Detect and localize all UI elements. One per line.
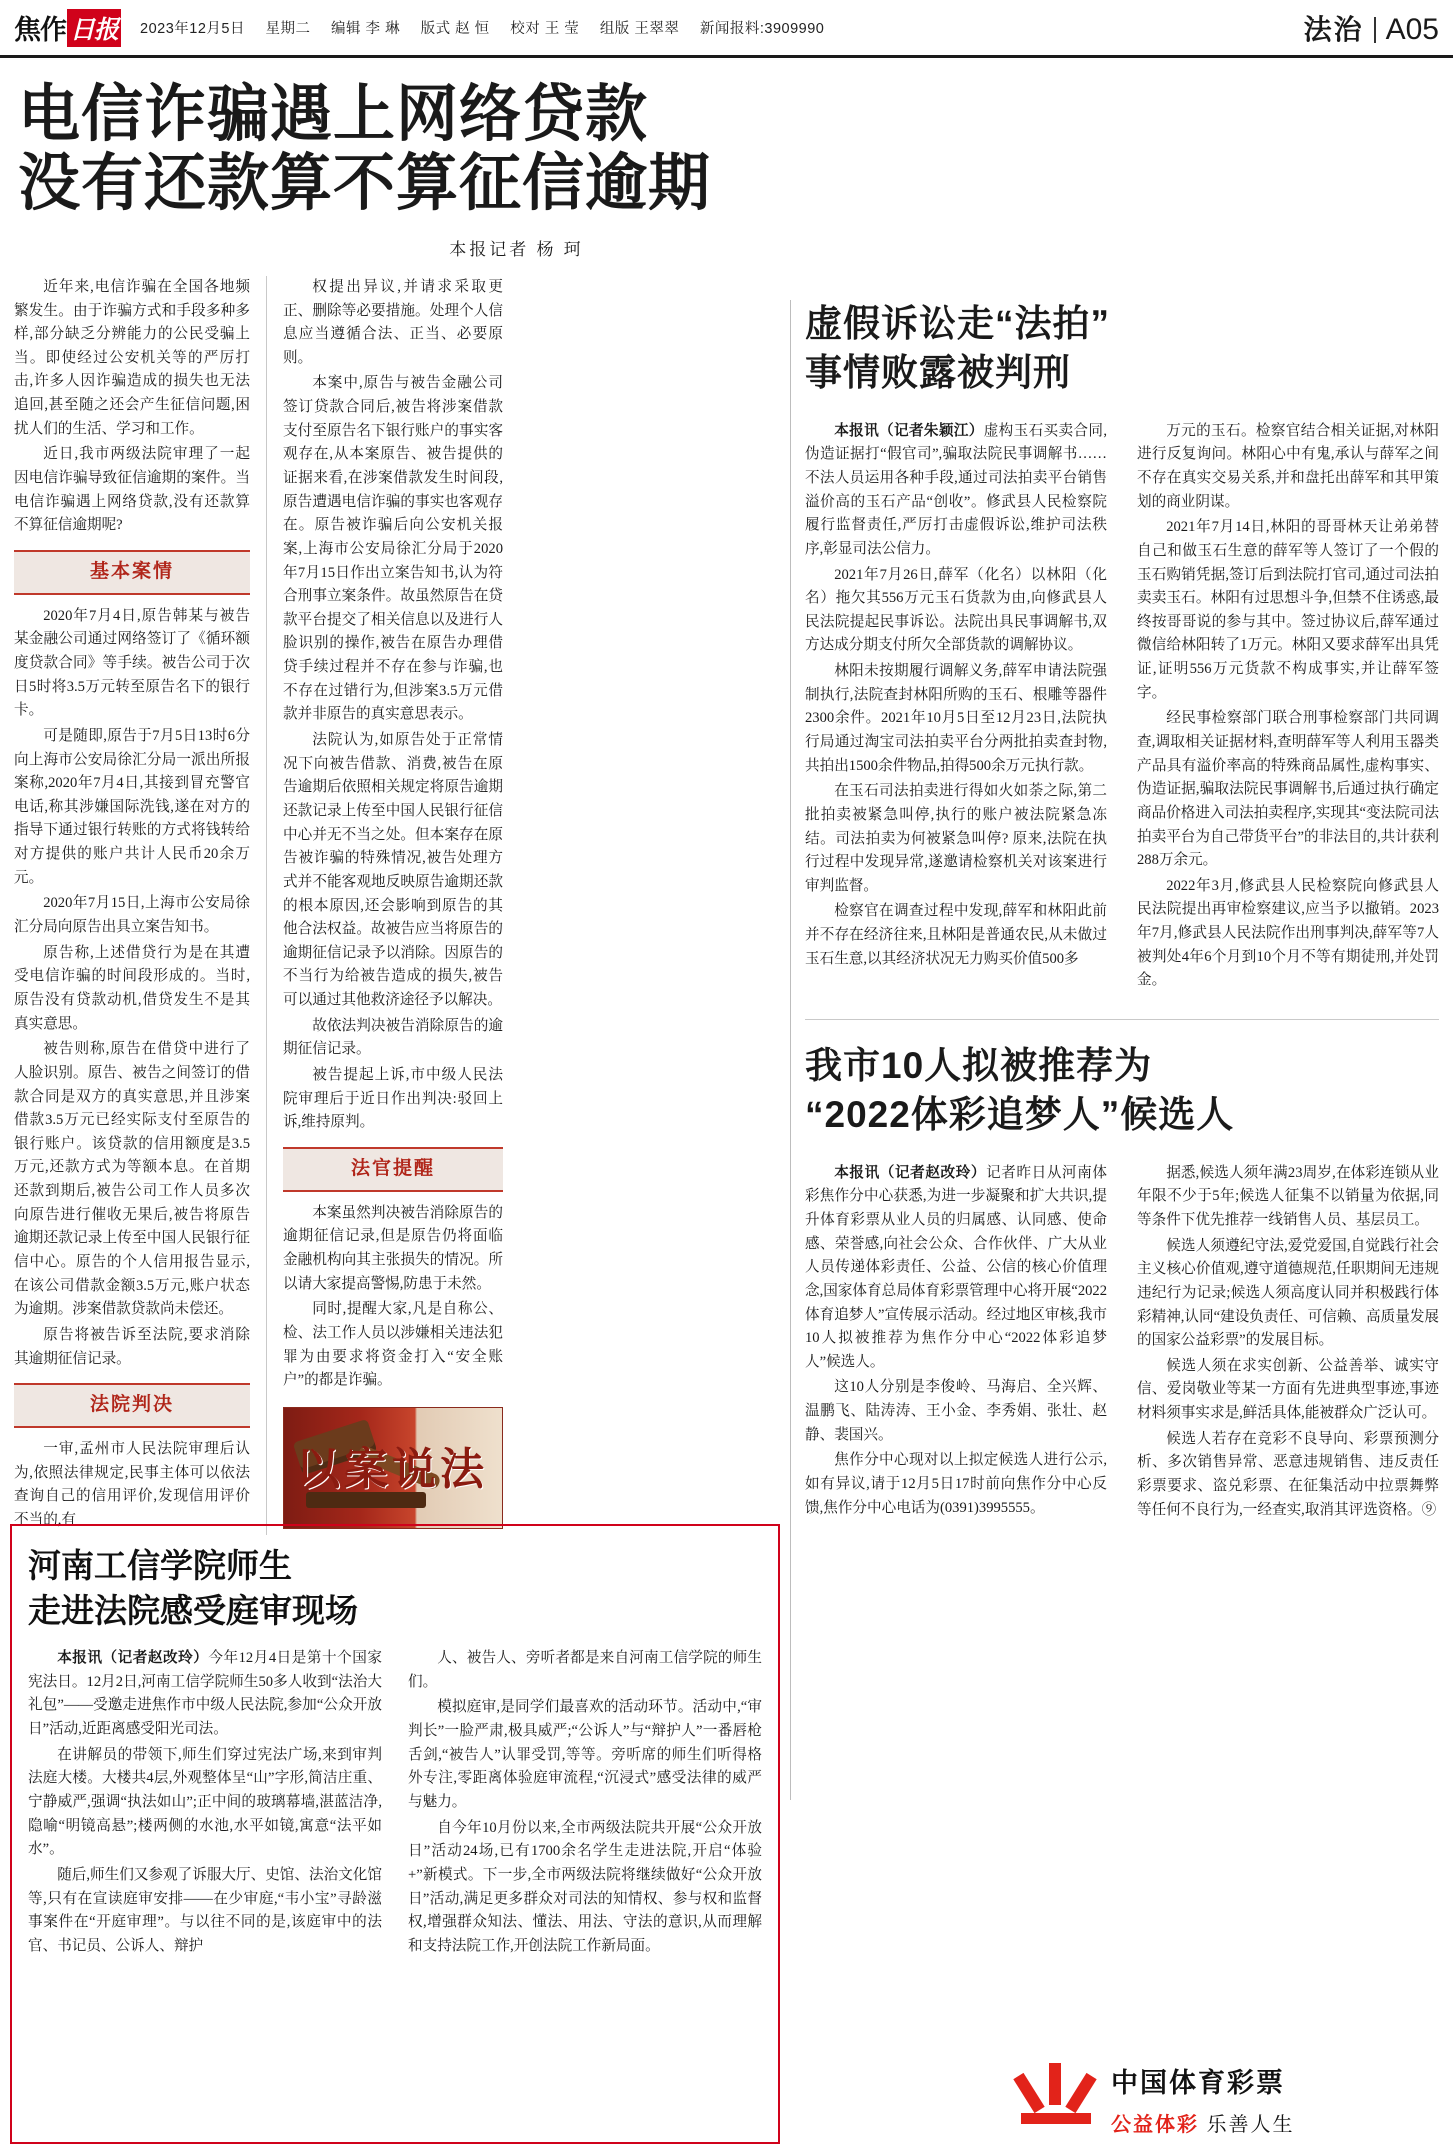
- section-divider: [1374, 17, 1376, 43]
- paragraph: 被告则称,原告在借贷中进行了人脸识别。原告、被告之间签订的借款合同是双方的真实意思,并且涉案借款3.5万元已经实际支付至原告的银行账户。该贷款的信用额度是3.5万元,还款方式为等额本息。在首期还款到期后,被告公司工作人员多次向原告进行催收无果后,被告将原告逾期还款记录上传至中国人民银行征信中心。原告的个人信用报告显示,在该公司借款金额3.5万元,账户状态为逾期。涉案借款贷款尚未偿还。: [14, 1041, 250, 1318]
- article-4-headline: [28, 1544, 762, 1633]
- article-3-body: [805, 1162, 1439, 1524]
- paragraph: [28, 1647, 382, 1742]
- article-4-lede: 本报讯（记者赵改玲）: [57, 1650, 209, 1667]
- paragraph: 权提出异议,并请求采取更正、删除等必要措施。处理个人信息应当遵循合法、正当、必要原则。: [283, 278, 503, 366]
- paragraph: 2020年7月15日,上海市公安局徐汇分局向原告出具立案告知书。: [14, 895, 250, 936]
- paragraph: 被告提起上诉,市中级人民法院审理后于近日作出判决:驳回上诉,维持原判。: [283, 1067, 503, 1131]
- masthead: [0, 0, 1453, 58]
- paragraph: 可是随即,原告于7月5日13时6分向上海市公安局徐汇分局一派出所报案称,2020年7月4日,其接到冒充警官电话,称其涉嫌国际洗钱,遂在对方的指导下通过银行转账的方式将钱转给对方提供的账户共计人民币20余万元。: [14, 727, 250, 886]
- gavel-caption: 以案说法: [296, 1444, 488, 1494]
- article-4-headline-line-2: 走进法院感受庭审现场: [28, 1591, 358, 1629]
- article-2-headline: [805, 300, 1439, 398]
- lead-column-2: [267, 276, 519, 1535]
- paragraph: [805, 420, 1107, 562]
- paragraph: 候选人须在求实创新、公益善举、诚实守信、爱岗敬业等某一方面有先进典型事迹,事迹材料须事实求是,鲜活具体,能被群众广泛认可。: [1137, 1357, 1439, 1422]
- logo-text-primary: 焦作: [14, 15, 66, 45]
- article-4-headline-line-1: 河南工信学院师生: [28, 1547, 292, 1584]
- paragraph: 近日,我市两级法院审理了一起因电信诈骗导致征信逾期的案件。当电信诈骗遇上网络贷款,没有还款算不算征信逾期呢?: [14, 446, 250, 534]
- paragraph-text: 虚构玉石买卖合同,伪造证据打“假官司”,骗取法院民事调解书……不法人员运用各种手段,通过司法拍卖平台销售溢价高的玉石产品“创收”。修武县人民检察院履行监督责任,严厉打击虚假诉讼,维护司法秩序,彰显司法公信力。: [805, 422, 1107, 557]
- paragraph: 2021年7月14日,林阳的哥哥林天让弟弟替自己和做玉石生意的薛军等人签订了一个假的玉石购销凭据,签订后到法院打官司,通过司法拍卖卖玉石。林阳有过思想斗争,但禁不住诱惑,最终按哥哥说的参与其中。签过协议后,薛军通过微信给林阳转了1万元。林阳又要求薛军出具凭证,证明556万元货款不构成事实,并让薛军签字。: [1137, 519, 1439, 701]
- paragraph-text: 记者昨日从河南体彩焦作分中心获悉,为进一步凝聚和扩大共识,提升体育彩票从业人员的归属感、认同感、使命感、荣誉感,向社会公众、合作伙伴、广大从业人员传递体彩责任、公益、公信的核心价值理念,国家体育总局体育彩票管理中心将开展“2022体育追梦人”宣传展示活动。经过地区审核,我市10人拟被推荐为焦作分中心“2022体彩追梦人”候选人。: [805, 1164, 1108, 1370]
- issue-date: 2023年12月5日: [140, 21, 245, 37]
- column-rule: [790, 300, 791, 1800]
- paragraph: 模拟庭审,是同学们最喜欢的活动环节。活动中,“审判长”一脸严肃,极具威严;“公诉人”与“辩护人”一番唇枪舌剑,“被告人”认罪受罚,等等。旁听席的师生们听得格外专注,零距离体验庭审流程,“沉浸式”感受法律的威严与魅力。: [408, 1699, 762, 1810]
- article-2: [805, 300, 1439, 995]
- paragraph: 故依法判决被告消除原告的逾期征信记录。: [283, 1017, 503, 1058]
- headline-line-1: 电信诈骗遇上网络贷款: [18, 80, 649, 149]
- news-hotline: 新闻报料:3909990: [699, 21, 825, 37]
- section-label-judge-reminder: 法官提醒: [283, 1147, 503, 1192]
- right-articles: [805, 300, 1439, 1523]
- issue-weekday: 星期二: [265, 21, 311, 37]
- lottery-brand-name: 中国体育彩票: [1111, 2068, 1285, 2098]
- lottery-slogan-part-2: 乐善人生: [1206, 2114, 1295, 2136]
- section-label-court-ruling: 法院判决: [14, 1383, 250, 1428]
- paragraph: 经民事检察部门联合刑事检察部门共同调查,调取相关证据材料,查明薛军等人利用玉器类产品具有溢价率高的特殊商品属性,虚构事实、伪造证据,骗取法院民事调解书,后通过执行确定商品价格进入司法拍卖程序,实现其“变法院司法拍卖平台为自己带货平台”的非法目的,共计获利288万余元。: [1137, 710, 1440, 869]
- headline-line-2: 没有还款算不算征信逾期: [18, 149, 712, 219]
- editor-credit: 编辑 李 琳: [331, 21, 401, 37]
- paragraph: 随后,师生们又参观了诉服大厅、史馆、法治文化馆等,只有在宣读庭审安排——在少审庭,“韦小宝”寻龄滋事案件在“开庭审理”。与以往不同的是,该庭审中的法官、书记员、公诉人、辩护: [28, 1866, 382, 1954]
- article-4-box: [10, 1524, 780, 2144]
- article-divider: [805, 1019, 1439, 1020]
- paragraph: 候选人须遵纪守法,爱党爱国,自觉践行社会主义核心价值观,遵守道德规范,任职期间无违规违纪行为记录;候选人须高度认同并积极践行体彩精神,认同“建设负责任、可信赖、高质量发展的国家公益彩票”的发展目标。: [1137, 1237, 1440, 1349]
- paragraph: 林阳未按期履行调解义务,薛军申请法院强制执行,法院查封林阳所购的玉石、根雕等器件2300余件。2021年10月5日至12月23日,法院执行局通过淘宝司法拍卖平台分两批拍卖查封物,共拍出1500余件物品,拍得500余万元执行款。: [805, 663, 1107, 774]
- paragraph: 原告将被告诉至法院,要求消除其逾期征信记录。: [14, 1326, 250, 1367]
- gavel-illustration: [283, 1407, 503, 1529]
- paragraph: 这10人分别是李俊岭、马海启、全兴辉、温鹏飞、陆涛涛、王小金、李秀娟、张壮、赵静、裴国兴。: [805, 1379, 1107, 1443]
- paragraph: 2020年7月4日,原告韩某与被告某金融公司通过网络签订了《循环额度贷款合同》等手续。被告公司于次日5时将3.5万元转至原告名下的银行卡。: [14, 607, 250, 719]
- article-2-body: [805, 420, 1439, 995]
- paragraph: 万元的玉石。检察官结合相关证据,对林阳进行反复询问。林阳心中有鬼,承认与薛军之间不存在真实交易关系,并和盘托出薛军和其甲策划的商业阴谋。: [1137, 422, 1439, 510]
- paragraph: 在讲解员的带领下,师生们穿过宪法广场,来到审判法庭大楼。大楼共4层,外观整体呈“山”字形,简洁庄重、宁静威严,强调“执法如山”;正中间的玻璃幕墙,湛蓝洁净,隐喻“明镜高悬”;楼两侧的水池,水平如镜,寓意“法平如水”。: [28, 1746, 382, 1858]
- section-name: 法治: [1303, 13, 1364, 45]
- article-3-headline-line-2: “2022体彩追梦人”候选人: [805, 1093, 1235, 1135]
- paragraph: 焦作分中心现对以上拟定候选人进行公示,如有异议,请于12月5日17时前向焦作分中心反馈,焦作分中心电话为(0391)3995555。: [805, 1452, 1107, 1516]
- lead-column-1: [14, 276, 266, 1535]
- paragraph: 一审,孟州市人民法院审理后认为,依照法律规定,民事主体可以依法查询自己的信用评价,发现信用评价不当的,有: [14, 1440, 250, 1528]
- page-number: A05: [1385, 12, 1439, 46]
- paragraph: 近年来,电信诈骗在全国各地频繁发生。由于诈骗方式和手段多种多样,部分缺乏分辨能力的公民受骗上当。即使经过公安机关等的严厉打击,许多人因诈骗造成的损失也无法追回,甚至随之还会产生征信问题,困扰人们的生活、学习和工作。: [14, 278, 250, 437]
- paragraph: 2021年7月26日,薛军（化名）以林阳（化名）拖欠其556万元玉石货款为由,向修武县人民法院提起民事诉讼。法院出具民事调解书,双方达成分期支付所欠全部货款的调解协议。: [805, 566, 1107, 654]
- paragraph: 人、被告人、旁听者都是来自河南工信学院的师生们。: [408, 1650, 762, 1690]
- masthead-meta: [140, 17, 840, 38]
- china-sports-lottery-logo-icon: [1015, 2063, 1097, 2135]
- article-4-body: [28, 1647, 762, 1960]
- paragraph: 原告称,上述借贷行为是在其遭受电信诈骗的时间段形成的。当时,原告没有贷款动机,借贷发生不是其真实意思。: [14, 944, 250, 1032]
- lead-headline: [0, 58, 1453, 276]
- typeset-credit: 组版 王翠翠: [599, 21, 680, 37]
- article-2-headline-line-2: 事情败露被判刑: [805, 351, 1071, 393]
- lottery-slogan-part-1: 公益体彩: [1111, 2114, 1199, 2136]
- paragraph: 自今年10月份以来,全市两级法院共开展“公众开放日”活动24场,已有1700余名学生走进法院,开启“体验+”新模式。下一步,全市两级法院将继续做好“公众开放日”活动,满足更多群众对司法的知情权、参与权和监督权,增强群众知法、懂法、用法、守法的意识,从而理解和支持法院工作,开创法院工作新局面。: [408, 1819, 762, 1954]
- section-indicator: [1304, 8, 1439, 48]
- layout-credit: 版式 赵 恒: [420, 21, 490, 37]
- article-3: [805, 1042, 1439, 1523]
- lottery-slogan: [1111, 2108, 1295, 2137]
- newspaper-logo: [14, 8, 122, 47]
- paragraph: 检察官在调查过程中发现,薛军和林阳此前并不存在经济往来,且林阳是普通农民,从未做过玉石生意,以其经济状况无力购买价值500多: [805, 903, 1107, 967]
- lottery-footer: [1015, 2061, 1435, 2137]
- paragraph: 据悉,候选人须年满23周岁,在体彩连锁从业年限不少于5年;候选人征集不以销量为依据,同等条件下优先推荐一线销售人员、基层员工。: [1137, 1164, 1439, 1228]
- section-label-basic-facts: 基本案情: [14, 550, 250, 595]
- paragraph: [805, 1162, 1107, 1375]
- paragraph-text: 今年12月4日是第十个国家宪法日。12月2日,河南工信学院师生50多人收到“法治大礼包”——受邀走进焦作市中级人民法院,参加“公众开放日”活动,近距离感受阳光司法。: [28, 1650, 382, 1738]
- article-3-lede: 本报讯（记者赵改玲）: [834, 1164, 987, 1181]
- paragraph: 候选人若存在竞彩不良导向、彩票预测分析、多次销售异常、恶意违规销售、违反责任彩票要求、盗兑彩票、在征集活动中拉票舞弊等任何不良行为,一经查实,取消其评选资格。⑨: [1137, 1430, 1439, 1518]
- article-2-lede: 本报讯（记者朱颖江）: [834, 422, 984, 439]
- lottery-footer-text: [1111, 2061, 1295, 2137]
- byline: 本报记者 杨 珂: [449, 239, 584, 259]
- paragraph: 本案中,原告与被告金融公司签订贷款合同后,被告将涉案借款支付至原告名下银行账户的事实客观存在,从本案原告、被告提供的证据来看,在涉案借款发生时间段,原告遭遇电信诈骗的事实也客观存在。原告被诈骗后向公安机关报案,上海市公安局徐汇分局于2020年7月15日作出立案告知书,认为符合刑事立案条件。故虽然原告在贷款平台提交了相关信息以及进行人脸识别的操作,被告在原告办理借贷手续过程并不存在参与诈骗,也不存在过错行为,但涉案3.5万元借款并非原告的真实意思表示。: [283, 375, 503, 723]
- logo-text-secondary: 日报: [67, 9, 121, 47]
- paragraph: 本案虽然判决被告消除原告的逾期征信记录,但是原告仍将面临金融机构向其主张损失的情况。所以请大家提高警惕,防患于未然。: [283, 1204, 503, 1292]
- article-2-headline-line-1: 虚假诉讼走“法拍”: [805, 303, 1110, 344]
- paragraph: 在玉石司法拍卖进行得如火如荼之际,第二批拍卖被紧急叫停,执行的账户被法院紧急冻结。司法拍卖为何被紧急叫停? 原来,法院在执行过程中发现异常,遂邀请检察机关对该案进行审判监督。: [805, 783, 1107, 894]
- paragraph: 2022年3月,修武县人民检察院向修武县人民法院提出再审检察建议,应当予以撤销。2023年7月,修武县人民法院作出刑事判决,薛军等7人被判处4年6个月到10个月不等有期徒刑,并处罚金。: [1137, 877, 1439, 989]
- paragraph: 同时,提醒大家,凡是自称公、检、法工作人员以涉嫌相关违法犯罪为由要求将资金打入“安全账户”的都是诈骗。: [283, 1301, 503, 1389]
- paragraph: 法院认为,如原告处于正常情况下向被告借款、消费,被告在原告逾期后依照相关规定将原告逾期还款记录上传至中国人民银行征信中心并无不当之处。但本案存在原告被诈骗的特殊情况,被告处理方式并不能客观地反映原告逾期还款的根本原因,还会影响到原告的其他合法权益。故被告应当将原告的逾期征信记录予以消除。因原告的不当行为给被告造成的损失,被告可以通过其他救济途径予以解决。: [283, 732, 503, 1009]
- article-3-headline: [805, 1042, 1439, 1140]
- proof-credit: 校对 王 莹: [510, 21, 580, 37]
- article-3-headline-line-1: 我市10人拟被推荐为: [805, 1045, 1153, 1087]
